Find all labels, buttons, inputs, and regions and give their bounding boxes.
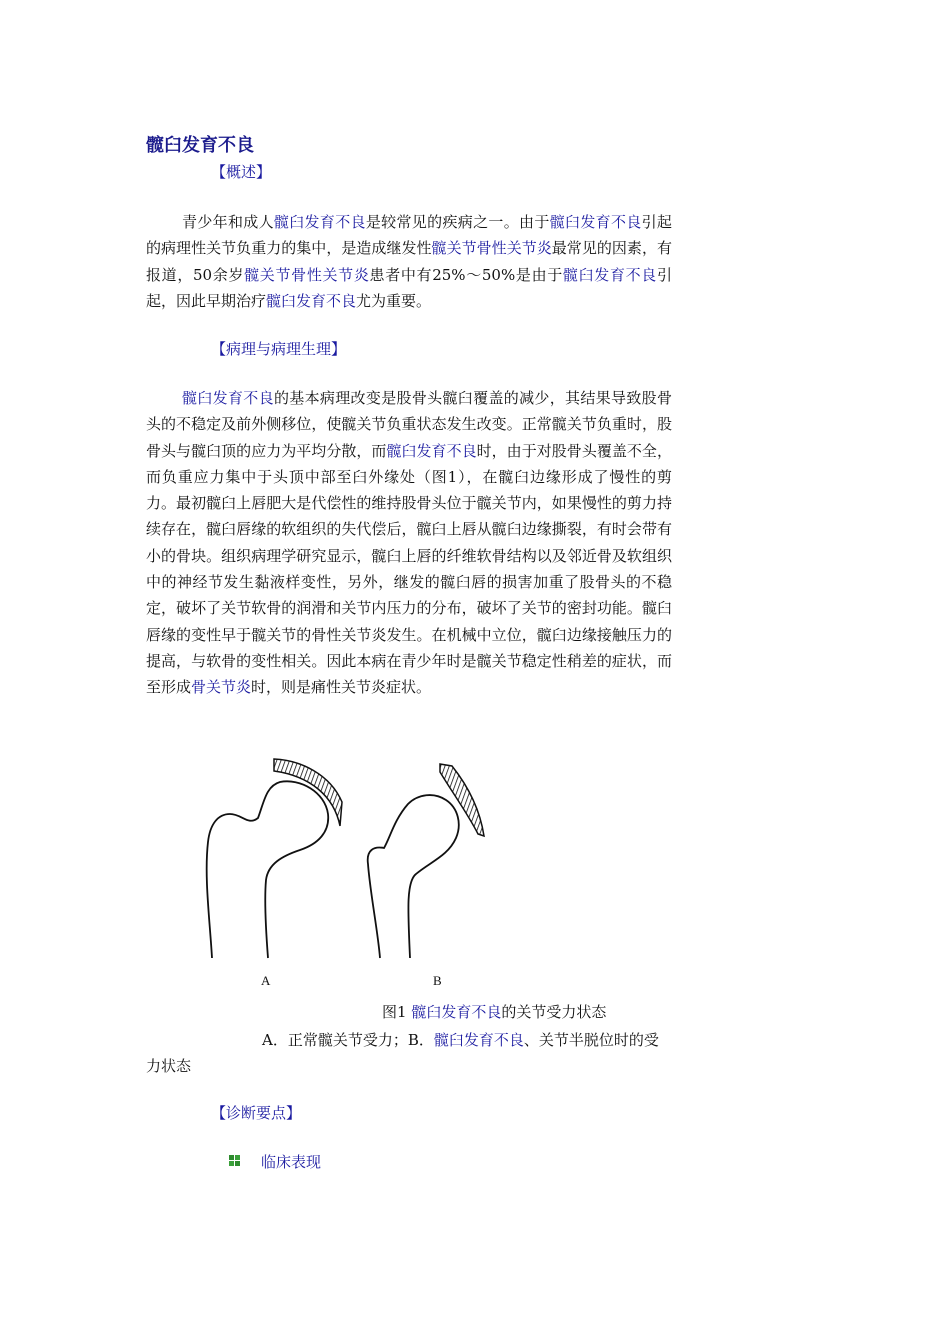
term-link[interactable]: 髋臼发育不良 <box>273 213 366 231</box>
body-text: 时，则是痛性关节炎症状。 <box>251 678 432 697</box>
pathology-paragraph <box>146 385 672 701</box>
femur-b-drawing <box>368 795 459 958</box>
figure-caption <box>382 1001 606 1022</box>
section-pathology-heading: 【病理与病理生理】 <box>211 340 347 358</box>
hip-joint-figure <box>190 752 510 992</box>
term-link[interactable]: 髋臼发育不良 <box>562 265 657 284</box>
term-link[interactable]: 髋臼发育不良 <box>549 213 642 231</box>
bullet-clinical-manifestation[interactable] <box>229 1151 321 1172</box>
figure-description-prefix: A．正常髋关节受力；B． <box>262 1031 434 1049</box>
term-link[interactable]: 骨关节炎 <box>191 678 252 697</box>
figure-description-suffix: 、关节半脱位时的受力状态 <box>146 1031 659 1075</box>
section-diagnosis-heading: 【诊断要点】 <box>211 1104 302 1122</box>
body-text: 引起，因此早期治疗 <box>146 265 672 310</box>
figure-description-link[interactable]: 髋臼发育不良 <box>433 1031 524 1049</box>
femur-a-drawing <box>207 781 329 958</box>
term-link[interactable]: 髋臼发育不良 <box>386 441 477 460</box>
figure-caption-link[interactable]: 髋臼发育不良 <box>411 1003 502 1021</box>
hip-diagram-svg <box>190 752 510 992</box>
term-link[interactable]: 髋关节骨性关节炎 <box>244 265 370 284</box>
green-grid-bullet-icon <box>229 1155 241 1167</box>
figure-label-b: B <box>433 973 442 988</box>
term-link[interactable]: 髋关节骨性关节炎 <box>431 239 552 258</box>
page-title: 髋臼发育不良 <box>146 135 254 156</box>
term-link[interactable]: 髋臼发育不良 <box>266 291 357 310</box>
figure-caption-prefix: 图1 <box>382 1003 412 1021</box>
body-text: 的基本病理改变是股骨头髋臼覆盖的减少，其结果导致股骨头的不稳定及前外侧移位，使髋关节负重状态发生改变。正常髋关节负重时，股骨头与髋臼顶的应力为平均分散，而 <box>146 389 672 460</box>
overview-paragraph <box>146 209 672 314</box>
body-text: 患者中有25%～50%是由于 <box>369 265 563 284</box>
section-overview-heading: 【概述】 <box>211 163 272 181</box>
body-text: 青少年和成人 <box>182 213 274 231</box>
body-text: 最常见的因素，有报道，50余岁 <box>146 239 672 284</box>
figure-caption-suffix: 的关节受力状态 <box>501 1003 607 1021</box>
bullet-label: 临床表现 <box>261 1153 322 1171</box>
body-text: 尤为重要。 <box>356 291 432 310</box>
figure-description <box>146 1027 672 1079</box>
body-text: 引起的病理性关节负重力的集中，是造成继发性 <box>146 213 672 258</box>
acetabulum-a-hatch <box>274 759 342 826</box>
body-text: 是较常见的疾病之一。由于 <box>365 213 550 231</box>
figure-label-a: A <box>261 973 271 988</box>
body-text: 时，由于对股骨头覆盖不全，而负重应力集中于头顶中部至臼外缘处（图1），在髋臼边缘形成了慢性的剪力。最初髋臼上唇肥大是代偿性的维持股骨头位于髋关节内，如果慢性的剪力持续存在，髋臼唇缘的软组织的失代偿后，髋臼上唇从髋臼边缘撕裂，有时会带有小的骨块。组织病理学研究显示，髋臼上唇的纤维软骨结构以及邻近骨及软组织中的神经节发生黏液样变性，另外，继发的髋臼唇的损害加重了股骨头的不稳定，破坏了关节软骨的润滑和关节内压力的分布，破坏了关节的密封功能。髋臼唇缘的变性早于髋关节的骨性关节炎发生。在机械中立位，髋臼边缘接触压力的提高，与软骨的变性相关。因此本病在青少年时是髋关节稳定性稍差的症状，而至形成 <box>146 441 672 697</box>
term-link[interactable]: 髋臼发育不良 <box>182 389 274 407</box>
